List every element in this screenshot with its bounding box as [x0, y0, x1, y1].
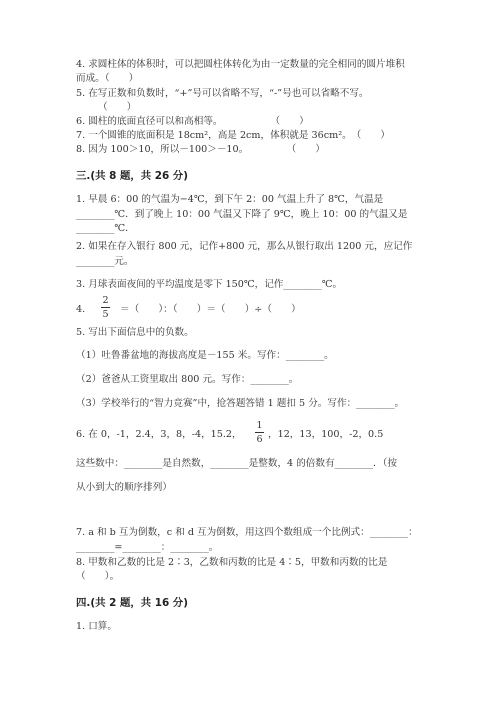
fill-question-1-line3: ________℃． — [76, 223, 135, 234]
fill-question-1-line2: ________℃．到了晚上 10：00 气温又下降了 9℃，晚上 10：00 的气温又是 — [76, 209, 408, 220]
tf-question-5-line2: （ ） — [98, 102, 137, 113]
fill-question-8-line1: 8. 甲数和乙数的比是 2∶3，乙数和丙数的比是 4∶5，甲数和丙数的比是 — [76, 557, 388, 568]
fraction-denominator: 6 — [256, 434, 263, 445]
fill-question-6-line3: 从小到大的顺序排列） — [76, 482, 172, 493]
fraction-one-sixth — [255, 420, 264, 445]
section-3-title: 三.(共 8 题，共 26 分) — [76, 170, 188, 182]
fill-question-8-line2: （ ）。 — [76, 571, 120, 582]
fraction-bar — [101, 307, 110, 308]
fraction-numerator: 2 — [102, 295, 109, 306]
fill-question-6-line2: 这些数中：________是自然数，________是整数，4 的倍数有________．（按 — [76, 458, 397, 469]
fraction-bar — [255, 432, 264, 433]
section-4-title: 四.(共 2 题，共 16 分) — [76, 597, 188, 609]
fraction-two-fifths — [101, 295, 110, 320]
fill-question-4-number: 4. — [76, 304, 86, 315]
fill-question-5: 5. 写出下面信息中的负数。 — [76, 327, 194, 338]
tf-question-5-line1: 5. 在写正数和负数时，“+”号可以省略不写，“-”号也可以省略不写。 — [76, 88, 369, 99]
tf-question-6: 6. 圆柱的底面直径可以和高相等。 （ ） — [76, 116, 309, 127]
tf-question-7: 7. 一个圆锥的底面积是 18cm²，高是 2cm，体积就是 36cm²。 （ ） — [76, 130, 391, 141]
fill-question-4-ratio: ＝（ ）：（ ）＝（ ）÷（ ） — [120, 304, 301, 315]
fraction-numerator: 1 — [256, 420, 263, 431]
tf-question-4-line2: 而成。（ ） — [76, 73, 139, 84]
tf-question-8: 8. 因为 100＞10，所以－100＞－10。 （ ） — [76, 144, 325, 155]
fill-question-2-line1: 2. 如果在存入银行 800 元，记作+800 元，那么从银行取出 1200 元，应记作 — [76, 241, 413, 252]
fill-question-2-line2: ________元。 — [76, 256, 134, 267]
oral-calculation-question: 1. 口算。 — [76, 621, 117, 632]
fill-question-3: 3. 月球表面夜间的平均温度是零下 150℃，记作________℃。 — [76, 279, 343, 290]
fill-question-7-line2: ________=________：________。 — [76, 542, 219, 553]
fill-question-6-line1: 6. 在 0，-1，2.4，3，8，-4，15.2， — [76, 429, 242, 440]
fill-question-5-item-1: （1）吐鲁番盆地的海拔高度是－155 米。写作：________。 — [76, 350, 334, 361]
tf-question-4-line1: 4. 求圆柱体的体积时，可以把圆柱体转化为由一定数量的完全相同的圆片堆积 — [76, 59, 405, 70]
fill-question-6-line1-cont: ，12，13，100，-2，0.5 — [268, 429, 384, 440]
fill-question-7-line1: 7. a 和 b 互为倒数，c 和 d 互为倒数，用这四个数组成一个比例式：________： — [76, 527, 418, 538]
fill-question-5-item-3: （3）学校举行的“智力竞赛”中，抢答题答错 1 题扣 5 分。写作：________。 — [76, 398, 405, 409]
fill-question-5-item-2: （2）爸爸从工资里取出 800 元。写作：________。 — [76, 374, 299, 385]
fill-question-1-line1: 1. 早晨 6：00 的气温为−4℃，到下午 2：00 气温上升了 8℃，气温是 — [76, 194, 384, 205]
fraction-denominator: 5 — [102, 309, 109, 320]
